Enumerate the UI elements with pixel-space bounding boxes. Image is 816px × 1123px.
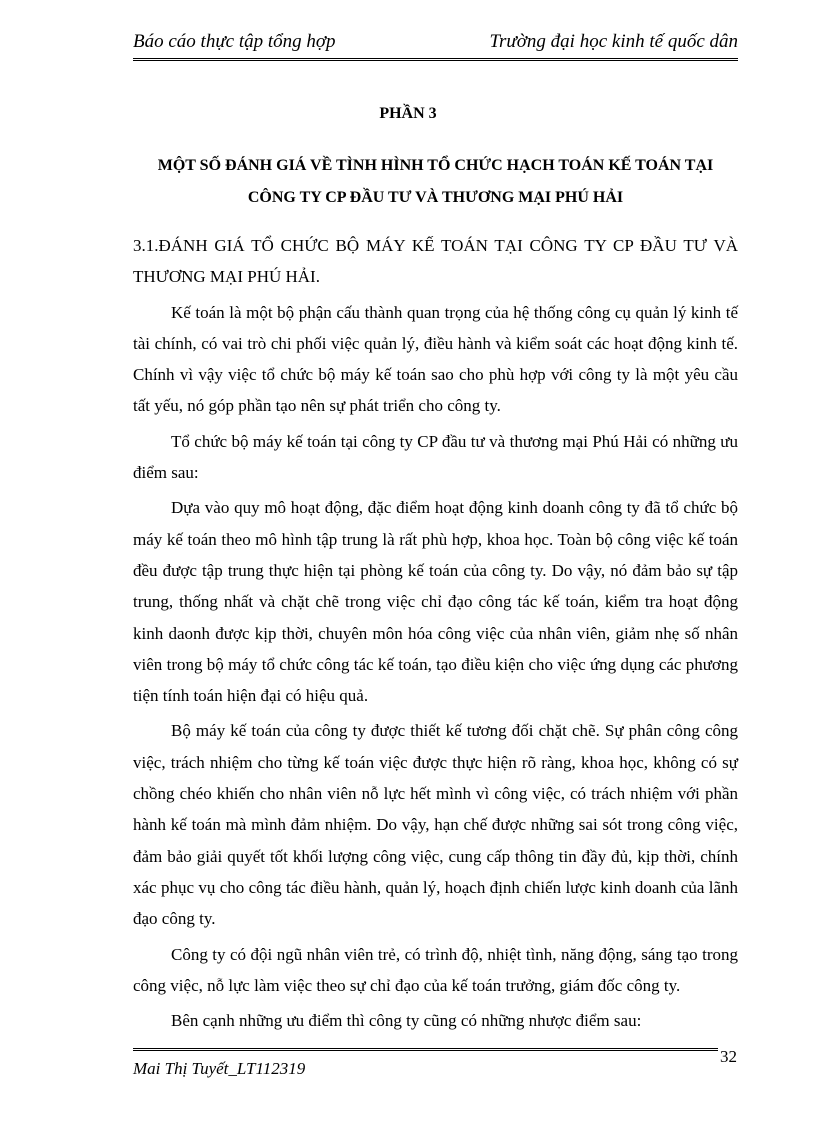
chapter-title: MỘT SỐ ĐÁNH GIÁ VỀ TÌNH HÌNH TỔ CHỨC HẠCH TOÁN KẾ TOÁN TẠI CÔNG TY CP ĐẦU TƯ VÀ THƯƠNG MẠI PHÚ HẢI <box>157 157 714 206</box>
footer-author: Mai Thị Tuyết_LT112319 <box>133 1059 306 1078</box>
page-number: 32 <box>720 1047 737 1066</box>
section-heading: 3.1.ĐÁNH GIÁ TỔ CHỨC BỘ MÁY KẾ TOÁN TẠI CÔNG TY CP ĐẦU TƯ VÀ THƯƠNG MẠI PHÚ HẢI. <box>133 236 738 287</box>
header-report-title: Báo cáo thực tập tổng hợp <box>133 31 336 52</box>
paragraph: Tổ chức bộ máy kế toán tại công ty CP đầu tư và thương mại Phú Hải có những ưu điểm sau: <box>133 431 738 483</box>
paragraph: Bên cạnh những ưu điểm thì công ty cũng có những nhược điểm sau: <box>171 1011 642 1031</box>
paragraph: Công ty có đội ngũ nhân viên trẻ, có trình độ, nhiệt tình, năng động, sáng tạo trong công việc, nỗ lực làm việc theo sự chỉ đạo của kế toán trưởng, giám đốc công ty. <box>133 944 738 995</box>
paragraph: Kế toán là một bộ phận cấu thành quan trọng của hệ thống công cụ quản lý kinh tế tài chính, có vai trò chi phối việc quản lý, điều hành và kiểm soát các hoạt động kinh tế. Chính vì vậy việc tổ chức bộ máy kế toán sao cho phù hợp với công ty là một yêu cầu tất yếu, nó góp phần tạo nên sự phát triển cho công ty. <box>133 302 738 416</box>
header-university-name: Trường đại học kinh tế quốc dân <box>489 31 738 52</box>
paragraph: Bộ máy kế toán của công ty được thiết kế tương đối chặt chẽ. Sự phân công công việc, trách nhiệm cho từng kế toán việc được thực hiện rõ ràng, khoa học, không có sự chồng chéo khiến cho nhân viên nỗ lực hết mình vì công việc, có trách nhiệm với phần hành kế toán mà mình đảm nhiệm. Do vậy, hạn chế được những sai sót trong công việc, đảm bảo giải quyết tốt khối lượng công việc, cung cấp thông tin đầy đủ, kịp thời, chính xác phục vụ cho công tác điều hành, quản lý, hoạch định chiến lược kinh doanh của lãnh đạo công ty. <box>133 721 738 929</box>
footer-divider <box>133 1048 718 1051</box>
page-header <box>133 24 738 61</box>
part-title: PHẦN 3 <box>379 105 437 122</box>
paragraph: Dựa vào quy mô hoạt động, đặc điểm hoạt động kinh doanh công ty đã tổ chức bộ máy kế toán theo mô hình tập trung là rất phù hợp, khoa học. Toàn bộ công việc kế toán đều được tập trung thực hiện tại phòng kế toán của công ty. Do vậy, nó đảm bảo sự tập trung, thống nhất và chặt chẽ trong việc chỉ đạo công tác kế toán, kiểm tra hoạt động kinh daonh được kịp thời, chuyên môn hóa công việc của nhân viên, giảm nhẹ số nhân viên trong bộ máy tổ chức công tác kế toán, tạo điều kiện cho việc ứng dụng các phương tiện tính toán hiện đại có hiệu quả. <box>133 498 738 706</box>
document-body <box>133 230 738 1040</box>
